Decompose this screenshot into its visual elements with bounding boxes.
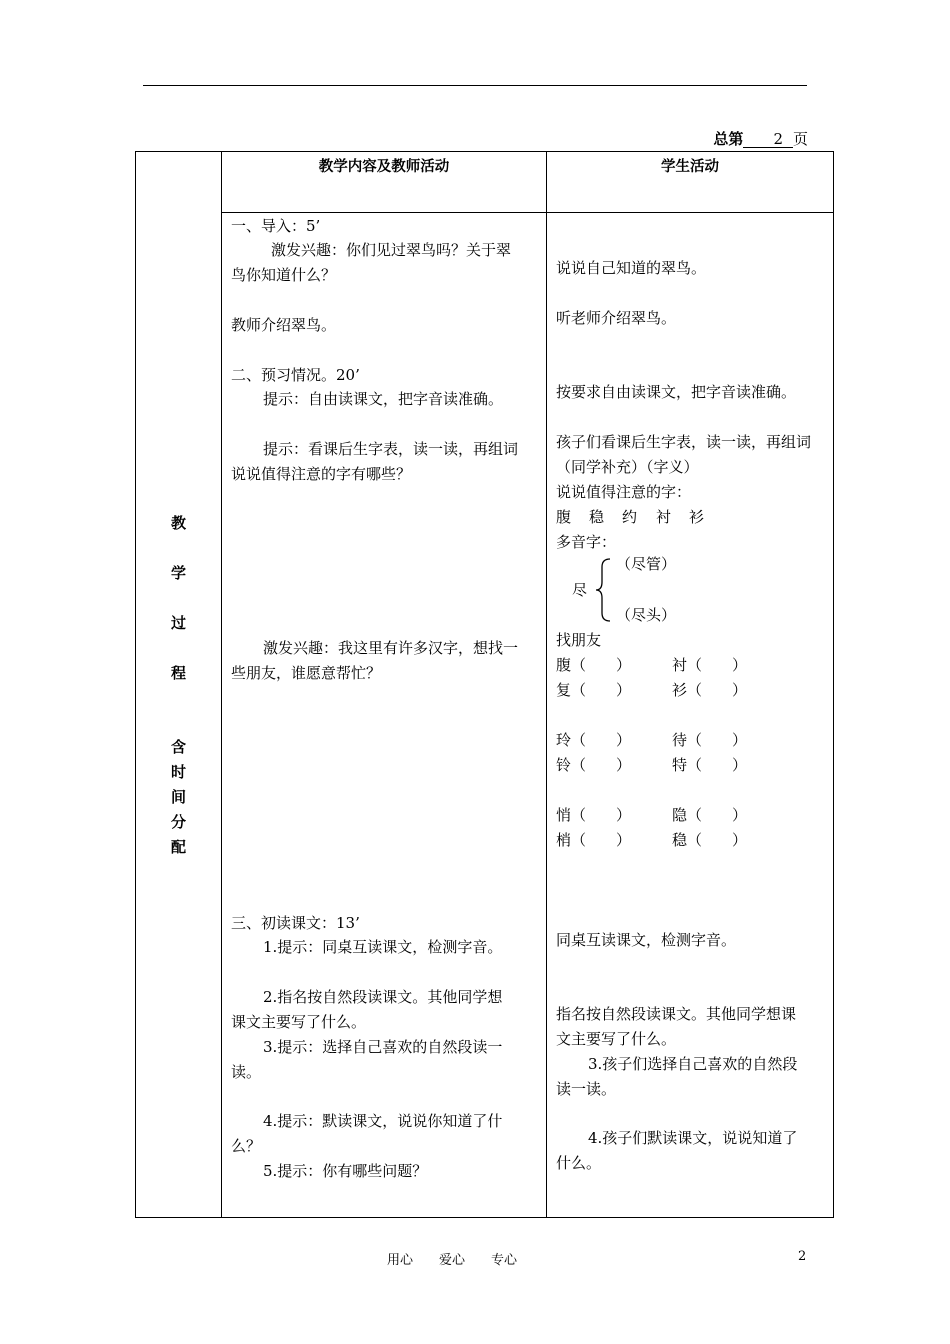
teacher-text: 3.提示：选择自己喜欢的自然段读一 [263,1038,503,1056]
section-1-title: 一、导入：5’ [231,217,321,235]
side-label-char: 过 [170,614,186,632]
notable-char: 衫 [689,508,705,526]
footer-page-number: 2 [798,1249,807,1264]
student-text: 孩子们看课后生字表，读一读，再组词 [556,433,812,451]
teacher-text: 提示：看课后生字表，读一读，再组词 [263,440,519,458]
footer-motto: 用心 爱心 专心 [387,1253,518,1268]
student-text: 文主要写了什么。 [556,1030,677,1048]
friend-pair-right: 稳（ ） [672,831,748,849]
student-text: 找朋友 [556,631,602,649]
student-text: 3.孩子们选择自己喜欢的自然段 [588,1055,798,1073]
polyphone-word: （尽管） [616,555,677,573]
teacher-text: 激发兴趣：你们见过翠鸟吗？关于翠 [271,241,512,259]
student-text: 说说值得注意的字： [556,483,692,501]
side-sub-char: 时 [170,763,186,781]
header-rule [143,85,807,86]
friend-pair-right: 待（ ） [672,731,748,749]
section-3-title: 三、初读课文：13’ [231,914,360,932]
teacher-text: 读。 [231,1063,262,1081]
student-text: （同学补充）（字义） [556,458,699,476]
student-text: 指名按自然段读课文。其他同学想课 [556,1005,797,1023]
side-sub-char: 配 [170,838,186,856]
teacher-text: 5.提示：你有哪些问题？ [263,1162,428,1180]
notable-char: 腹 [556,508,572,526]
notable-char: 约 [622,508,638,526]
student-text: 多音字： [556,533,617,551]
lesson-table [135,151,834,1218]
notable-char: 稳 [589,508,605,526]
friend-pair-left: 腹（ ） [556,656,632,674]
side-label-char: 学 [170,564,186,582]
side-sub-char: 间 [170,788,186,806]
polyphone-char: 尽 [572,581,588,599]
student-text: 同桌互读课文，检测字音。 [556,931,737,949]
teacher-text: 激发兴趣：我这里有许多汉字，想找一 [263,639,519,657]
side-label-char: 程 [170,664,186,682]
student-text: 听老师介绍翠鸟。 [556,309,677,327]
side-sub-char: 含 [170,738,186,756]
notable-char: 衬 [656,508,672,526]
column-divider-2 [546,152,547,1217]
teacher-text: 么？ [231,1137,262,1155]
friend-pair-left: 复（ ） [556,681,632,699]
friend-pair-right: 隐（ ） [672,806,748,824]
teacher-text: 4.提示：默读课文，说说你知道了什 [263,1112,503,1130]
page-number: 2 [743,131,793,148]
student-text: 按要求自由读课文，把字音读准确。 [556,383,797,401]
teacher-column-header: 教学内容及教师活动 [318,159,450,175]
student-text: 读一读。 [556,1080,617,1098]
header-row-divider [221,212,833,213]
teacher-text: 教师介绍翠鸟。 [231,316,337,334]
page-prefix: 总第 [713,130,744,148]
section-2-title: 二、预习情况。20’ [231,366,360,384]
column-divider-1 [221,152,222,1217]
teacher-text: 2.指名按自然段读课文。其他同学想 [263,988,503,1006]
teacher-text: 说说值得注意的字有哪些？ [231,465,412,483]
friend-pair-right: 衬（ ） [672,656,748,674]
page-counter [713,128,808,149]
friend-pair-left: 铃（ ） [556,756,632,774]
side-label-char: 教 [170,514,186,532]
student-column-header: 学生活动 [661,159,719,175]
student-text: 说说自己知道的翠鸟。 [556,259,707,277]
friend-pair-right: 特（ ） [672,756,748,774]
teacher-text: 鸟你知道什么？ [231,266,337,284]
teacher-text: 些朋友，谁愿意帮忙？ [231,664,382,682]
teacher-text: 课文主要写了什么。 [231,1013,367,1031]
polyphone-word: （尽头） [616,606,677,624]
page-suffix: 页 [792,130,808,148]
friend-pair-right: 衫（ ） [672,681,748,699]
student-text: 4.孩子们默读课文，说说知道了 [588,1129,798,1147]
friend-pair-left: 梢（ ） [556,831,632,849]
friend-pair-left: 玲（ ） [556,731,632,749]
teacher-text: 提示：自由读课文，把字音读准确。 [263,390,504,408]
friend-pair-left: 悄（ ） [556,806,632,824]
side-sub-char: 分 [170,813,186,831]
student-text: 什么。 [556,1154,602,1172]
brace-icon [594,557,614,623]
teacher-text: 1.提示：同桌互读课文，检测字音。 [263,938,503,956]
